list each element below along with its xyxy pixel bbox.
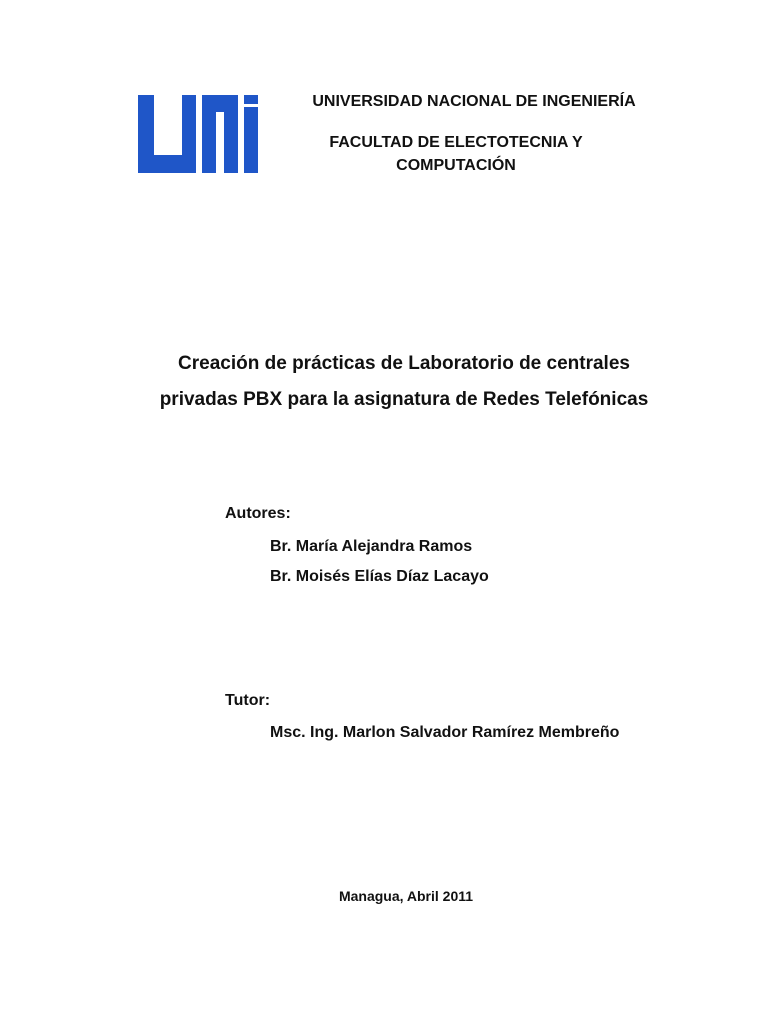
authors-label: Autores:: [225, 505, 291, 522]
faculty-line-1: FACULTAD DE ELECTOTECNIA Y: [329, 134, 583, 151]
author-name-2: Br. Moisés Elías Díaz Lacayo: [270, 568, 489, 585]
title-line-2: privadas PBX para la asignatura de Redes Telefónicas: [159, 389, 649, 410]
place-date: Managua, Abril 2011: [338, 888, 474, 904]
faculty-name: [240, 131, 672, 177]
university-name: UNIVERSIDAD NACIONAL DE INGENIERÍA: [312, 93, 636, 110]
tutor-label: Tutor:: [225, 692, 271, 709]
faculty-line-2: COMPUTACIÓN: [396, 157, 516, 174]
title-line-1: Creación de prácticas de Laboratorio de centrales: [178, 353, 630, 374]
author-name-1: Br. María Alejandra Ramos: [270, 538, 473, 555]
document-title: [100, 346, 708, 418]
tutor-name: Msc. Ing. Marlon Salvador Ramírez Membreño: [270, 724, 620, 741]
